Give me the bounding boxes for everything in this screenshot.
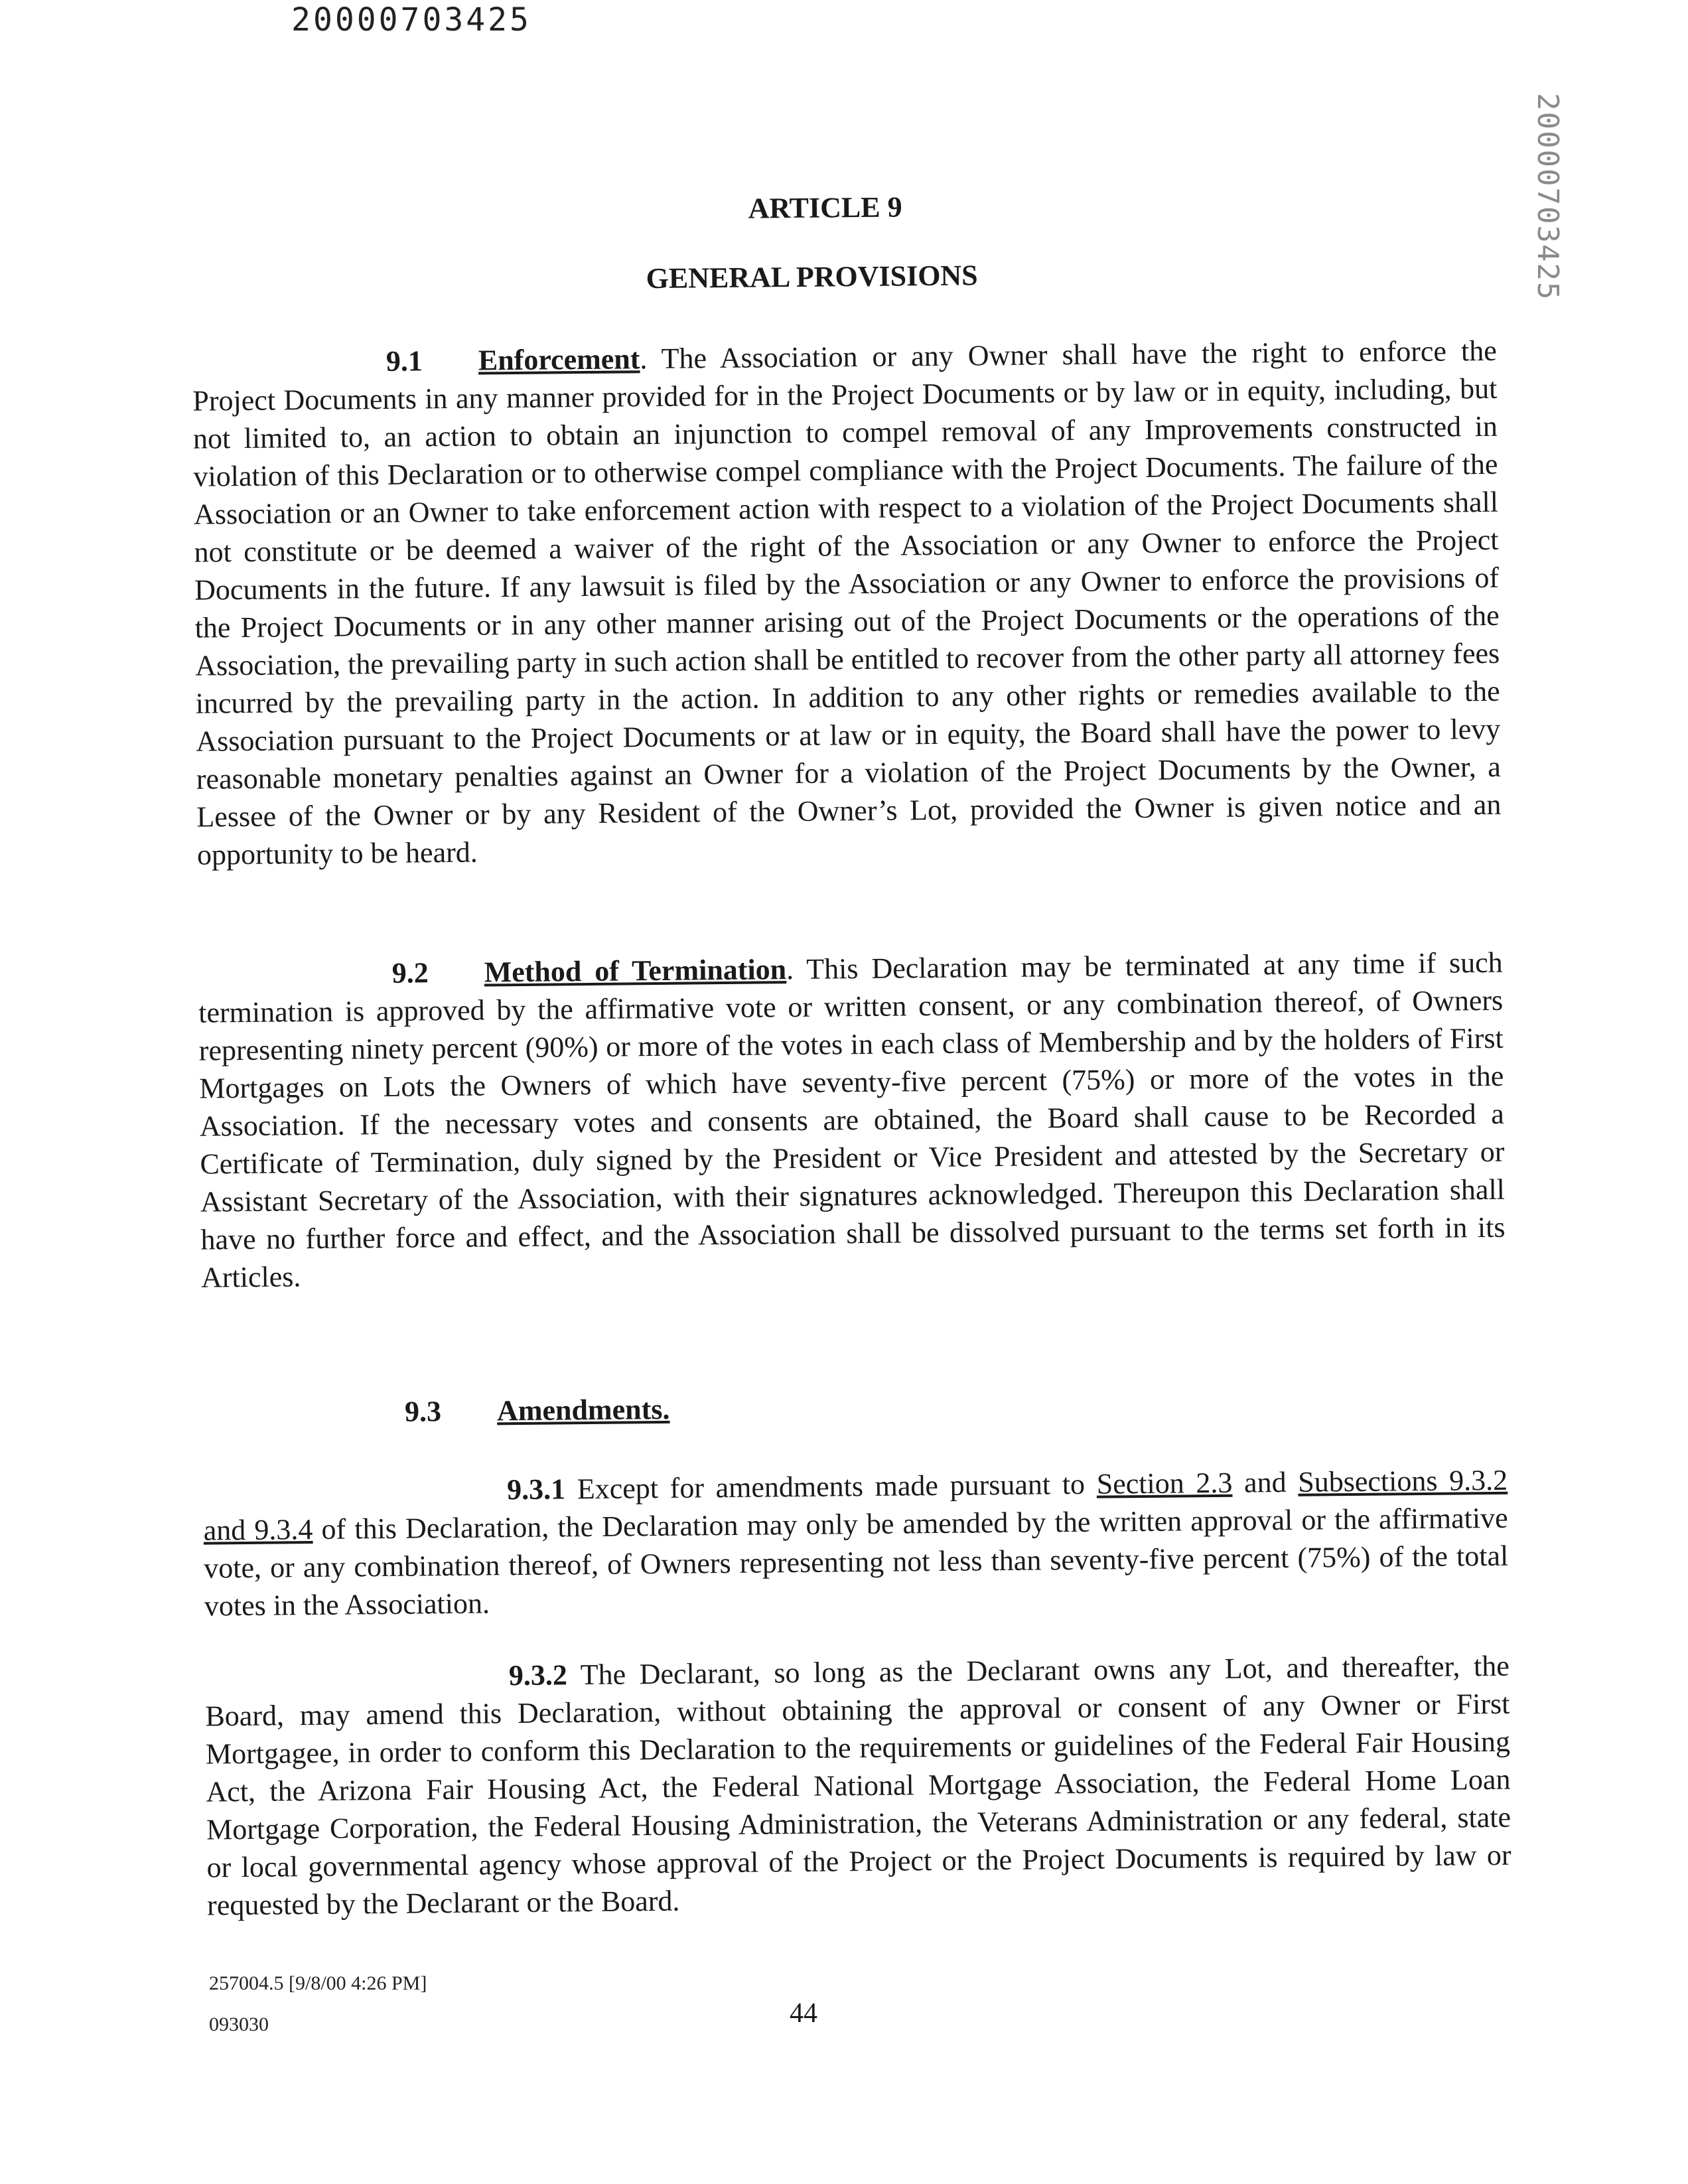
section-text: . The Association or any Owner shall have the right to enforce the Project Documents in any manner provided for in the Project Documents or by law or in equity, including, but not limited to, an action to obtain an injunction to compel removal of any Improvements constructed in violation of this Declaration or to otherwise compel compliance with the Project Documents. The failure of the Association or an Owner to take enforcement action with respect to a violation of the Project Documents shall not constitute or be deemed a waiver of the right of the Association or any Owner to enforce the Project Documents in the future. If any lawsuit is filed by the Association or any Owner to enforce the provisions of the Project Documents or in any other manner arising out of the Project Documents or the operations of the Association, the prevailing party in such action shall be entitled to recover from the other party all attorney fees incurred by the prevailing party in the action. In addition to any other rights or remedies available to the Association pursuant to the Project Documents or at law or in equity, the Board shall have the power to levy reasonable monetary penalties against an Owner for a violation of the Project Documents by the Owner, a Lessee of the Owner or by any Resident of the Owner’s Lot, provided the Owner is given notice and an opportunity to be heard. <box>192 334 1502 871</box>
side-document-number-stamp: 20000703425 <box>1531 93 1565 301</box>
section-heading: Enforcement <box>478 342 640 377</box>
section-2-3-reference: Section 2.3 <box>1096 1466 1233 1500</box>
section-number: 9.3.1 <box>506 1473 566 1506</box>
section-number: 9.3.2 <box>508 1658 568 1692</box>
section-9-2 <box>198 944 1506 1297</box>
section-number: 9.3 <box>404 1395 442 1428</box>
article-subtitle: GENERAL PROVISIONS <box>646 259 978 295</box>
section-heading: Method of Termination <box>484 953 787 989</box>
section-text: . This Declaration may be terminated at any time if such termination is approved by the affirmative vote or written consent, or any combination thereof, of Owners representing ninety percent (90%) or more of the votes in each class of Membership and by the holders of First Mortgages on Lots the Owners of which have seventy-five percent (75%) or more of the votes in the Association. If the necessary votes and consents are obtained, the Board shall cause to be Recorded a Certificate of Termination, duly signed by the President or Vice President and attested by the Secretary or Assistant Secretary of the Association, with their signatures acknowledged. Thereupon this Declaration shall have no further force and effect, and the Association shall be dissolved pursuant to the terms set forth in its Articles. <box>198 946 1506 1294</box>
subsections-reference: Subsections 9.3.2 and 9.3.4 <box>203 1463 1508 1547</box>
footer-document-reference: 257004.5 [9/8/00 4:26 PM] <box>209 1972 427 1994</box>
section-9-3-2 <box>205 1647 1512 1925</box>
section-text: and <box>1243 1465 1287 1499</box>
section-text: Except for amendments made pursuant to <box>577 1467 1086 1506</box>
document-number-stamp: 20000703425 <box>291 1 531 38</box>
section-text: of this Declaration, the Declaration may only be amended by the written approval or the affirmative vote, or any combination thereof, of Owners representing not less than seventy-five percent (75%) of the total votes in the Association. <box>204 1501 1509 1623</box>
article-title: ARTICLE 9 <box>748 190 902 225</box>
section-number: 9.1 <box>386 344 423 378</box>
section-9-3 <box>202 1382 1507 1433</box>
section-heading: Amendments. <box>496 1392 670 1427</box>
section-number: 9.2 <box>391 956 429 989</box>
page-number: 44 <box>790 1998 817 2029</box>
section-9-1 <box>192 332 1502 874</box>
section-9-3-1 <box>203 1461 1509 1625</box>
section-text: The Declarant, so long as the Declarant owns any Lot, and thereafter, the Board, may amend this Declaration, without obtaining the approval or consent of any Owner or First Mortgagee, in order to conform this Declaration to the requirements or guidelines of the Federal Fair Housing Act, the Arizona Fair Housing Act, the Federal National Mortgage Association, the Federal Home Loan Mortgage Corporation, the Federal Housing Administration, the Veterans Administration or any federal, state or local governmental agency whose approval of the Project or the Project Documents is required by law or requested by the Declarant or the Board. <box>205 1649 1512 1922</box>
footer-client-number: 093030 <box>209 2013 269 2035</box>
